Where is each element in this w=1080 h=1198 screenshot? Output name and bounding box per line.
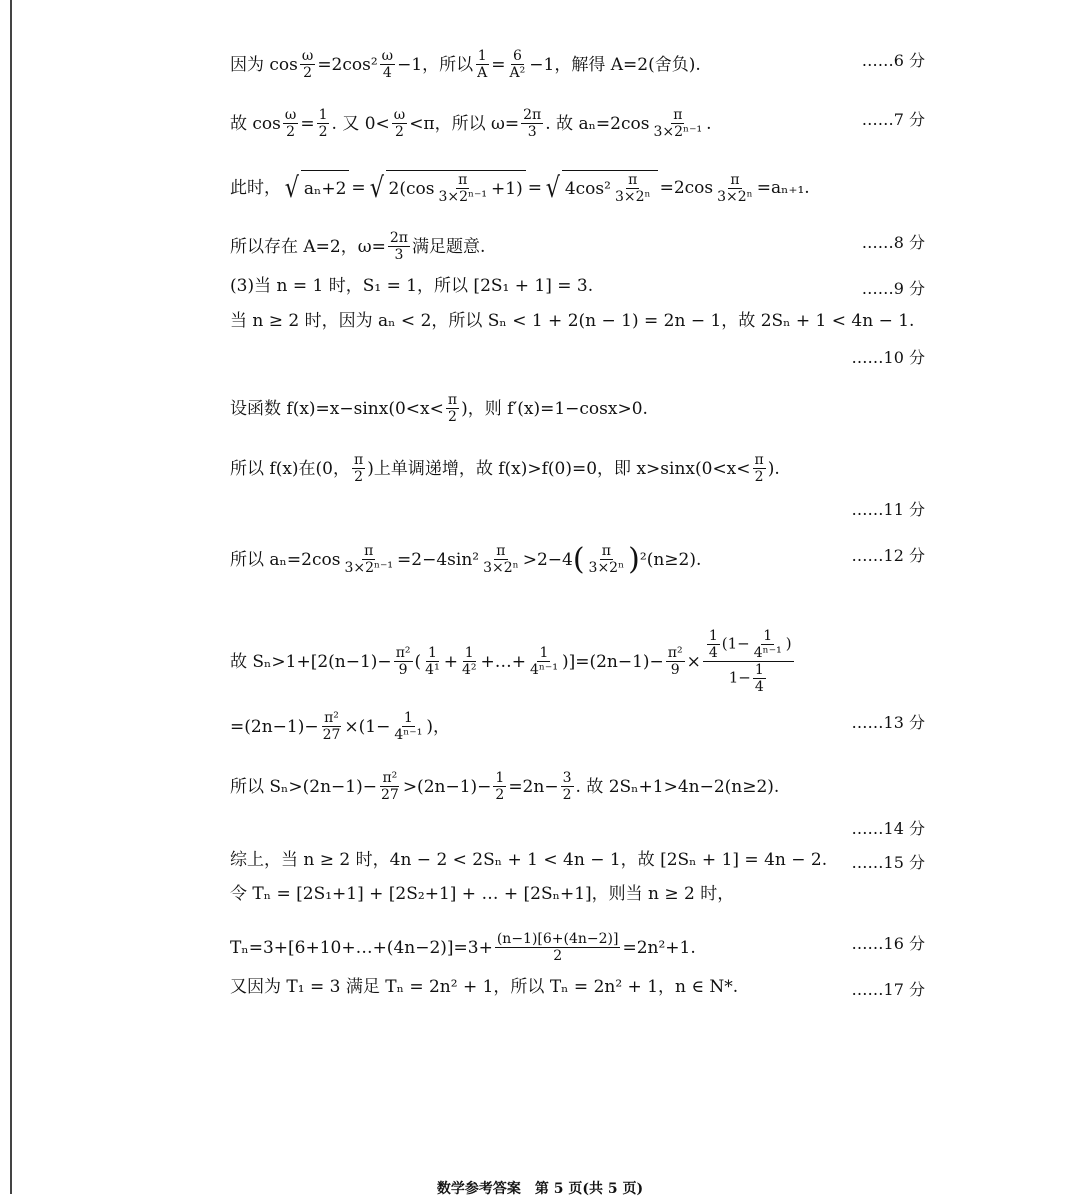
score-mark: ……6 分 — [861, 51, 925, 70]
solution-line: 故 cos $\frac{\omega}{2}$ = $\frac{1}{2}$ . 又 0< $\frac{\omega}{2}$ <π，所以 ω= $\frac{2\pi}{3}$ . 故 aₙ=2cos $\frac{\pi}{\text{3×2ⁿ⁻¹}}$ . — [230, 107, 712, 140]
solution-line: 综上，当 n ≥ 2 时，4n − 2 < 2Sₙ + 1 < 4n − 1，故 [2Sₙ + 1] = 4n − 2. — [230, 850, 828, 870]
score-mark: ……16 分 — [851, 934, 925, 953]
score-mark: ……15 分 — [851, 853, 925, 872]
page-edge — [10, 0, 12, 1194]
score-mark: ……11 分 — [851, 500, 925, 519]
score-mark: ……14 分 — [851, 819, 925, 838]
solution-line: 所以 Sₙ>(2n−1)− $\frac{\text{π²}}{27}$ >(2n−1)− $\frac{1}{2}$ =2n− $\frac{3}{2}$ . 故 2Sₙ+1>4n−2(n≥2). — [230, 770, 780, 803]
solution-line: 令 Tₙ = [2S₁+1] + [2S₂+1] + … + [2Sₙ+1]，则当 n ≥ 2 时， — [230, 884, 735, 904]
score-mark: ……13 分 — [851, 713, 925, 732]
page-footer: 数学参考答案 第 5 页(共 5 页) — [436, 1181, 644, 1197]
solution-line: Tₙ=3+[6+10+…+(4n−2)]=3+ $\frac{(n-1)[6+(4n-2)]}{2}$ =2n²+1. — [230, 931, 696, 964]
solution-line: (3)当 n = 1 时，S₁ = 1，所以 [2S₁ + 1] = 3. — [230, 276, 594, 296]
score-mark: ……8 分 — [861, 233, 925, 252]
solution-line: =(2n−1)− $\frac{\text{π²}}{27}$ ×(1− $\frac{1}{\text{4ⁿ⁻¹}}$ )， — [230, 710, 450, 743]
solution-line: 此时， √ aₙ+2 = √ 2(cos $\frac{\pi}{\text{3×2ⁿ⁻¹}}$ +1) = √ 4cos² $\frac{\pi}{\text{3×2ⁿ}}$ =2cos $\frac{\pi}{\text{3×2ⁿ}}$ =aₙ₊₁. — [230, 171, 810, 205]
solution-line: 因为 cos $\frac{\omega}{2}$ =2cos² $\frac{\omega}{4}$ −1，所以 $\frac{1}{A}$ = $\frac{6}{\text{A²}}$ −1，解得 A=2(舍负). — [230, 48, 701, 81]
solution-line: 所以 f(x)在(0， $\frac{\pi}{2}$ )上单调递增，故 f(x)>f(0)=0，即 x>sinx(0<x< $\frac{\pi}{2}$ ). — [230, 452, 780, 485]
solution-line: 所以存在 A=2，ω= $\frac{2\pi}{3}$ 满足题意. — [230, 230, 486, 263]
solution-line: 当 n ≥ 2 时，因为 aₙ < 2，所以 Sₙ < 1 + 2(n − 1) = 2n − 1，故 2Sₙ + 1 < 4n − 1. — [230, 311, 915, 331]
score-mark: ……12 分 — [851, 546, 925, 565]
score-mark: ……7 分 — [861, 110, 925, 129]
solution-line: 故 Sₙ>1+[2(n−1)− $\frac{\text{π²}}{9}$ ( $\frac{1}{\text{4¹}}$ + $\frac{1}{\text{4²}}$ +…+ $\frac{1}{\text{4ⁿ⁻¹}}$ )]=(2n−1)− $\frac{\text{π²}}{9}$ × $\frac{1}{4}$ (1− $\frac{1}{\text{4ⁿ⁻¹}}$ ) 1− $\frac{1}{4}$ — [230, 628, 792, 695]
solution-line: 又因为 T₁ = 3 满足 Tₙ = 2n² + 1，所以 Tₙ = 2n² + 1，n ∈ N*. — [230, 977, 739, 997]
solution-line: 所以 aₙ=2cos $\frac{\pi}{\text{3×2ⁿ⁻¹}}$ =2−4sin² $\frac{\pi}{\text{3×2ⁿ}}$ >2−4 ( $\frac{\pi}{\text{3×2ⁿ}}$ ) ²(n≥2). — [230, 541, 702, 577]
score-mark: ……9 分 — [861, 279, 925, 298]
solution-line: 设函数 f(x)=x−sinx(0<x< $\frac{\pi}{2}$ )，则 f′(x)=1−cosx>0. — [230, 392, 648, 425]
score-mark: ……17 分 — [851, 980, 925, 999]
score-mark: ……10 分 — [851, 348, 925, 367]
